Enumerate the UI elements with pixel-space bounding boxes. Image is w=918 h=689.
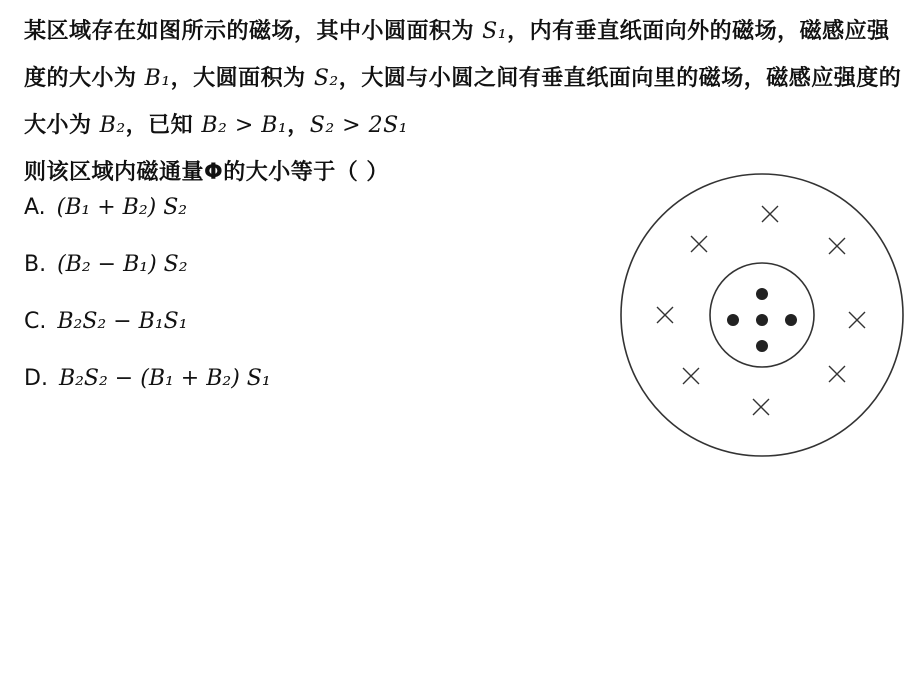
option-a-letter: A. [24, 195, 46, 220]
var-s2: S₂ [313, 66, 339, 91]
outward-field-dots [727, 288, 797, 352]
option-d-letter: D. [24, 366, 48, 391]
field-dot [727, 314, 739, 326]
option-d-text: B₂S₂ − (B₁ + B₂) S₁ [58, 366, 271, 391]
question-text [24, 8, 904, 196]
question-seg-3: ，大圆面积为 [170, 66, 314, 91]
option-a-text: (B₁ + B₂) S₂ [56, 195, 188, 220]
figure-svg [615, 170, 910, 460]
question-seg-2: ，内有垂直纸面向外的磁场，磁感应强度的大小为 [24, 19, 890, 91]
option-b[interactable] [24, 240, 271, 297]
option-c[interactable] [24, 297, 271, 354]
answer-options [24, 183, 271, 411]
field-cross [762, 206, 778, 222]
option-c-text: B₂S₂ − B₁S₁ [57, 309, 188, 334]
option-a[interactable] [24, 183, 271, 240]
question-seg-7: 则该区域内磁通量Φ的大小等于（ ） [24, 160, 389, 185]
var-b1: B₁ [144, 66, 171, 91]
question-seg-1: 某区域存在如图所示的磁场，其中小圆面积为 [24, 19, 483, 44]
option-b-text: (B₂ − B₁) S₂ [57, 252, 188, 277]
field-cross [829, 366, 845, 382]
field-cross [849, 312, 865, 328]
condition-s: S₂ > 2S₁ [309, 113, 408, 138]
field-dot [785, 314, 797, 326]
option-c-letter: C. [24, 309, 47, 334]
condition-b: B₂ > B₁ [201, 113, 288, 138]
option-b-letter: B. [24, 252, 47, 277]
field-dot [756, 340, 768, 352]
field-cross [829, 238, 845, 254]
field-cross [753, 399, 769, 415]
question-seg-6: ， [287, 113, 310, 138]
inward-field-crosses [657, 206, 865, 415]
field-dot [756, 288, 768, 300]
question-seg-5: ，已知 [125, 113, 202, 138]
field-cross [691, 236, 707, 252]
option-d[interactable] [24, 354, 271, 411]
field-cross [657, 307, 673, 323]
field-dot [756, 314, 768, 326]
var-s1: S₁ [482, 19, 508, 44]
question-seg-4: ，大圆与小圆之间有垂直纸面向里的磁场，磁感应强度的大小为 [24, 66, 902, 138]
magnetic-field-figure [615, 170, 910, 460]
var-b2: B₂ [99, 113, 126, 138]
field-cross [683, 368, 699, 384]
